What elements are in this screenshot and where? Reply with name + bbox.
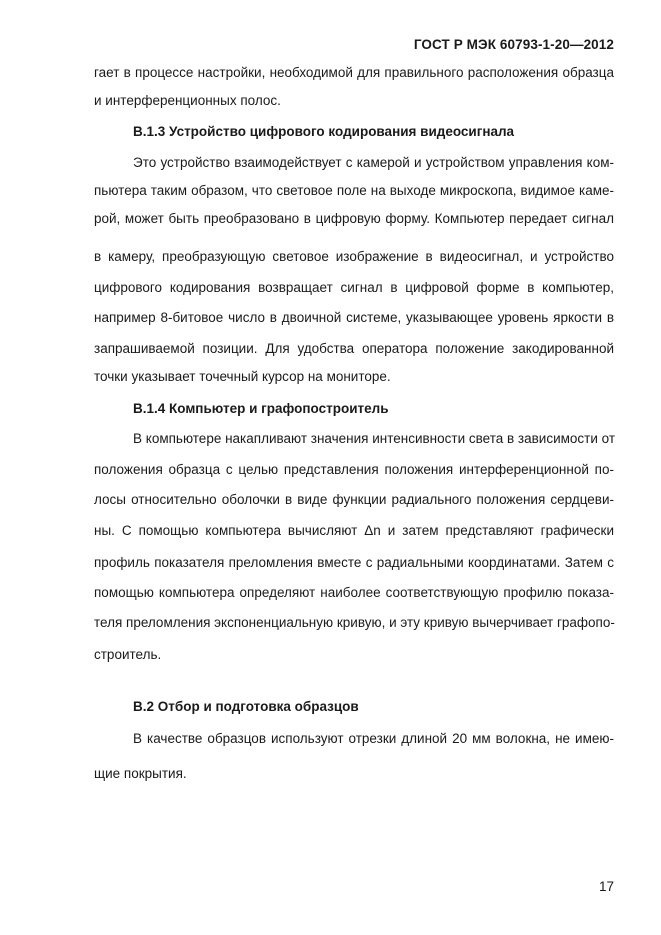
text-line: ны. С помощью компьютера вычисляют Δn и затем представляют графически: [94, 523, 614, 538]
text-line: профиль показателя преломления вместе с радиальными координатами. Затем с: [94, 555, 614, 570]
text-line: Это устройство взаимодействует с камерой и устройством управления ком-: [133, 155, 614, 170]
section-heading-b2: В.2 Отбор и подготовка образцов: [133, 699, 359, 714]
text-line: положения образца с целью представления положения интерференционной по-: [94, 462, 614, 477]
text-line: помощью компьютера определяют наиболее соответствующую профилю показа-: [94, 585, 614, 600]
text-line: строитель.: [94, 647, 162, 662]
text-line: теля преломления экспоненциальную кривую, и эту кривую вычерчивает графопо-: [94, 615, 615, 630]
text-line: например 8-битовое число в двоичной системе, указывающее уровень яркости в: [94, 310, 614, 325]
text-line: лосы относительно оболочки в виде функции радиального положения сердцеви-: [94, 492, 614, 507]
page-number: 17: [598, 879, 614, 894]
text-line: и интерференционных полос.: [94, 93, 281, 108]
section-heading-b14: В.1.4 Компьютер и графопостроитель: [133, 401, 389, 416]
section-heading-b13: В.1.3 Устройство цифрового кодирования видеосигнала: [133, 124, 515, 139]
text-line: цифрового кодирования возвращает сигнал в цифровой форме в компьютер,: [94, 280, 614, 295]
text-line: гает в процессе настройки, необходимой для правильного расположения образца: [94, 65, 614, 80]
text-line: В компьютере накапливают значения интенсивности света в зависимости от: [133, 431, 616, 446]
text-line: рой, может быть преобразовано в цифровую форму. Компьютер передает сигнал: [94, 211, 614, 226]
text-line: щие покрытия.: [94, 766, 187, 781]
text-line: В качестве образцов используют отрезки длиной 20 мм волокна, не имею-: [133, 731, 614, 746]
text-line: запрашиваемой позиции. Для удобства оператора положение закодированной: [94, 341, 614, 356]
text-line: в камеру, преобразующую световое изображение в видеосигнал, и устройство: [94, 249, 614, 264]
text-line: пьютера таким образом, что световое поле на выходе микроскопа, видимое каме-: [94, 183, 614, 198]
document-header: ГОСТ Р МЭК 60793-1-20—2012: [413, 37, 614, 52]
text-line: точки указывает точечный курсор на мониторе.: [94, 369, 391, 384]
